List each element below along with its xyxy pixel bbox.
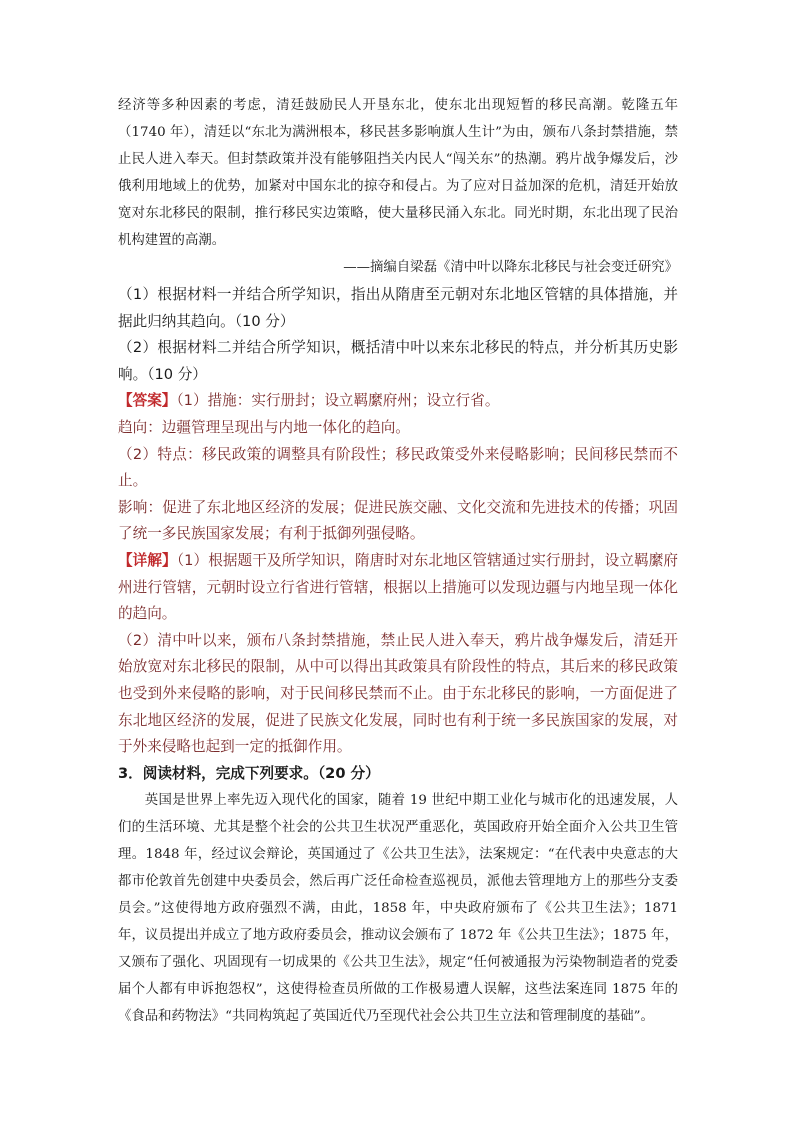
question-1: （1）根据材料一并结合所学知识，指出从隋唐至元朝对东北地区管辖的具体措施，并据此归纳其趋向。（10 分）	[118, 286, 678, 330]
material-two-paragraph: 经济等多种因素的考虑，清廷鼓励民人开垦东北，使东北出现短暂的移民高潮。乾隆五年（1740 年），清廷以“东北为满洲根本，移民甚多影响旗人生计”为由，颁布八条封禁措施，禁止民人进入奉天。但封禁政策并没有能够阻挡关内民人“闯关东”的热潮。鸦片战争爆发后，沙俄利用地域上的优势，加紧对中国东北的掠夺和侵占。为了应对日益加深的危机，清廷开始放宽对东北移民的限制，推行移民实边策略，使大量移民涌入东北。同光时期，东北出现了民治机构建置的高潮。	[118, 98, 678, 248]
document-page	[118, 92, 678, 1030]
material-source: ——摘编自梁磊《清中叶以降东北移民与社会变迁研究》	[343, 260, 678, 275]
answer-tag: 【答案】	[118, 392, 177, 410]
question-2: （2）根据材料二并结合所学知识，概括清中叶以来东北移民的特点，并分析其历史影响。（10 分）	[118, 339, 678, 383]
answer-2: （2）特点：移民政策的调整具有阶段性；移民政策受外来侵略影响；民间移民禁而不止。	[118, 445, 678, 490]
section-3-material: 英国是世界上率先迈入现代化的国家，随着 19 世纪中期工业化与城市化的迅速发展，人们的生活环境、尤其是整个社会的公共卫生状况严重恶化，英国政府开始全面介入公共卫生管理。1848 年，经过议会辩论，英国通过了《公共卫生法》，法案规定：“在代表中央意志的大都市伦敦首先创建中央委员会，然后再广泛任命检查巡视员，派他去管理地方上的那些分支委员会。”这使得地方政府强烈不满，由此，1858 年，中央政府颁布了《公共卫生法》；1871 年，议员提出并成立了地方政府委员会，推动议会颁布了 1872 年《公共卫生法》；1875 年，又颁布了强化、巩固现有一切成果的《公共卫生法》，规定“任何被通报为污染物制造者的党委届个人都有申诉抱怨权”，这使得检查员所做的工作极易遭人误解，这些法案连同 1875 年的《食品和药物法》“共同构筑起了英国近代乃至现代社会公共卫生立法和管理制度的基础”。	[118, 793, 678, 1025]
section-3-title: 3．阅读材料，完成下列要求。（20 分）	[118, 764, 380, 782]
answer-1-trend: 趋向：边疆管理呈现出与内地一体化的趋向。	[118, 418, 410, 436]
detail-tag: 【详解】	[118, 551, 177, 569]
answer-1	[118, 388, 678, 415]
detail-2: （2）清中叶以来，颁布八条封禁措施，禁止民人进入奉天，鸦片战争爆发后，清廷开始放宽对东北移民的限制，从中可以得出其政策具有阶段性的特点，其后来的移民政策也受到外来侵略的影响，对于民间移民禁而不止。由于东北移民的影响，一方面促进了东北地区经济的发展，促进了民族文化发展，同时也有利于统一多民族国家的发展，对于外来侵略也起到一定的抵御作用。	[118, 631, 678, 756]
detail-1-text: （1）根据题干及所学知识，隋唐时对东北地区管辖通过实行册封，设立羁縻府州进行管辖，元朝时设立行省进行管辖，根据以上措施可以发现边疆与内地呈现一体化的趋向。	[118, 551, 678, 623]
answer-1-text: （1）措施：实行册封；设立羁縻府州；设立行省。	[176, 392, 500, 410]
answer-2-impact: 影响：促进了东北地区经济的发展；促进民族交融、文化交流和先进技术的传播；巩固了统一多民族国家发展；有利于抵御列强侵略。	[118, 498, 678, 543]
detail-1	[118, 548, 678, 628]
